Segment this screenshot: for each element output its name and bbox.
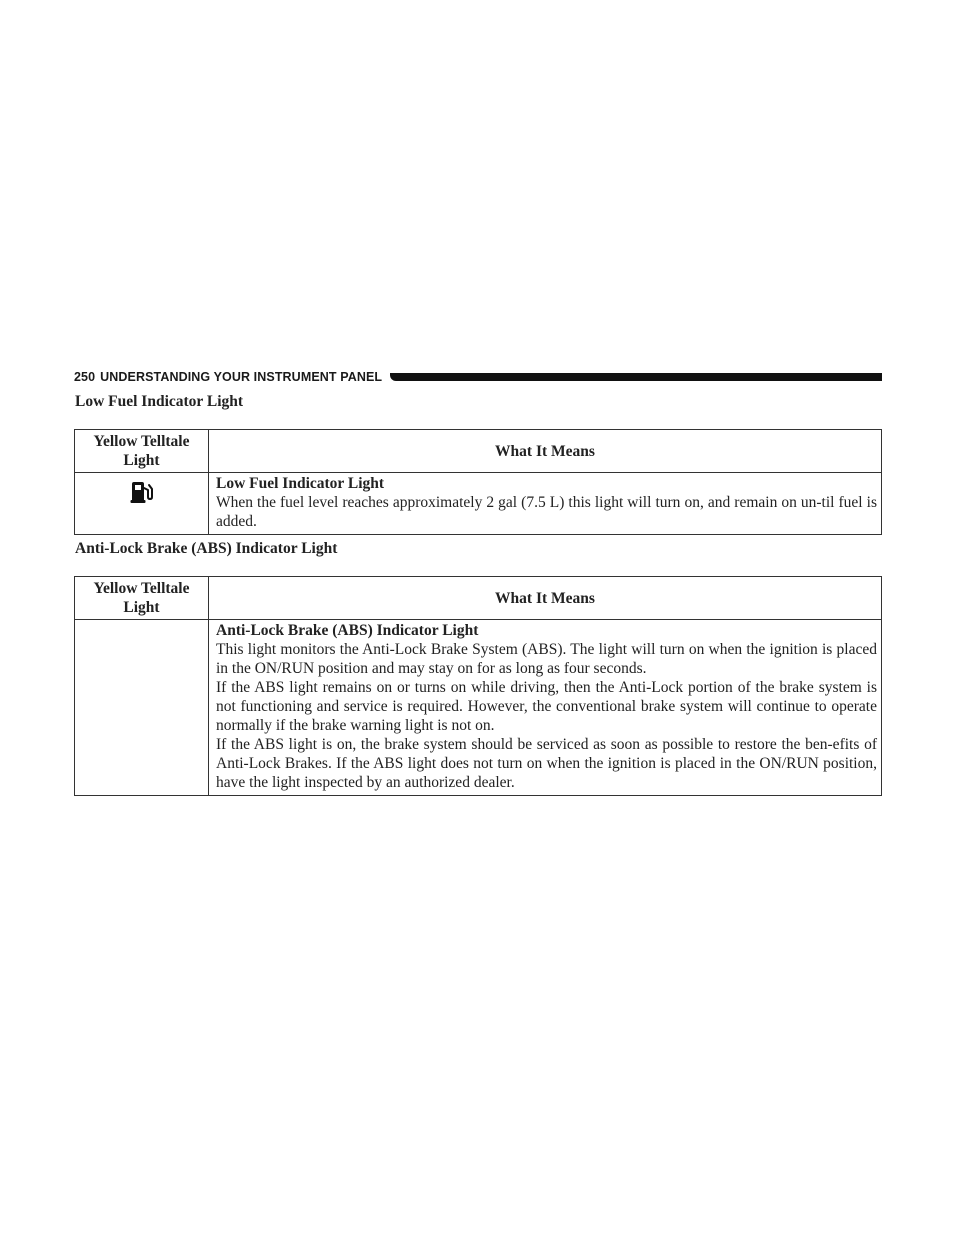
fuel-pump-icon [129, 479, 155, 510]
table-row [75, 473, 882, 535]
header-rule [390, 373, 882, 381]
column-header-telltale: Yellow Telltale Light [75, 577, 209, 620]
chapter-title: UNDERSTANDING YOUR INSTRUMENT PANEL [100, 370, 383, 384]
telltale-table-abs [74, 576, 882, 796]
telltale-icon-cell [75, 473, 209, 535]
table-row [75, 620, 882, 796]
description-paragraph: This light monitors the Anti-Lock Brake System (ABS). The light will turn on when the ignition is placed in the ON/RUN position and may stay on for as long as four seconds. [216, 641, 877, 677]
section-heading-abs: Anti-Lock Brake (ABS) Indicator Light [75, 540, 338, 557]
description-title: Anti-Lock Brake (ABS) Indicator Light [216, 622, 479, 639]
description-paragraph: If the ABS light is on, the brake system should be serviced as soon as possible to restore the ben-efits of Anti-Lock Brakes. If the ABS light does not turn on when the ignition is placed in the ON/RUN position, have the light inspected by an authorized dealer. [216, 736, 877, 791]
telltale-description [209, 473, 882, 535]
table-header-row [75, 577, 882, 620]
page-number: 250 [74, 370, 96, 384]
column-header-meaning: What It Means [209, 430, 882, 473]
column-header-meaning: What It Means [209, 577, 882, 620]
description-paragraph: If the ABS light remains on or turns on while driving, then the Anti-Lock portion of the brake system is not functioning and service is required. However, the conventional brake system will continue to operate normally if the brake warning light is not on. [216, 679, 877, 734]
description-paragraph: When the fuel level reaches approximately 2 gal (7.5 L) this light will turn on, and remain on un-til fuel is added. [216, 494, 877, 530]
column-header-telltale: Yellow Telltale Light [75, 430, 209, 473]
section-heading-low-fuel: Low Fuel Indicator Light [75, 393, 244, 410]
table-header-row [75, 430, 882, 473]
description-title: Low Fuel Indicator Light [216, 475, 385, 492]
page-header [74, 366, 882, 388]
telltale-table-low-fuel [74, 429, 882, 535]
telltale-description [209, 620, 882, 796]
telltale-icon-cell [75, 620, 209, 796]
